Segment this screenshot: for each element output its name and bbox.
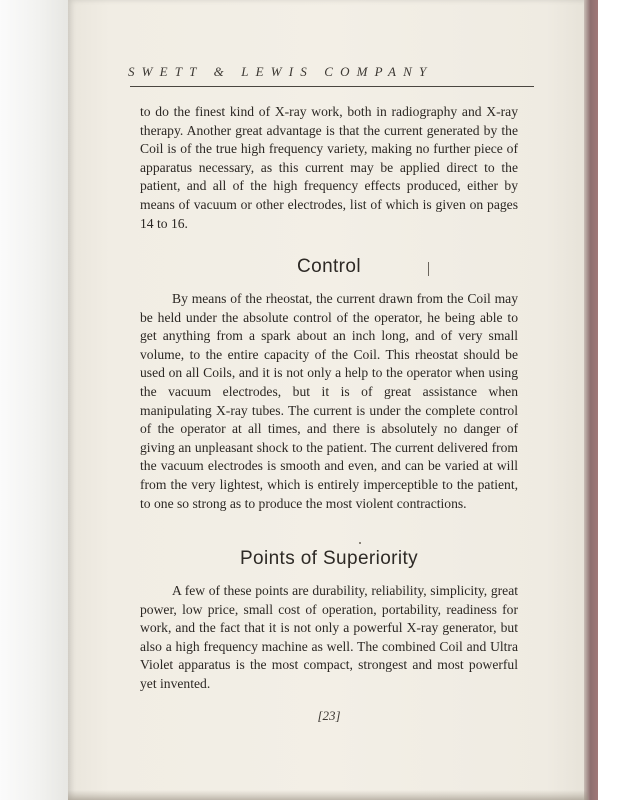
book-cover-edge bbox=[584, 0, 598, 800]
pencil-mark bbox=[428, 262, 429, 276]
scan-left-margin bbox=[0, 0, 70, 800]
superiority-paragraph: A few of these points are durability, reliability, simplicity, great power, low price, small cost of operation, portability, readiness for work, and the fact that it is not only a powerful X-ray generator, but also a high frequency machine as well. The combined Coil and Ultra Violet apparatus is the most compact, strongest and most powerful yet invented. bbox=[140, 583, 518, 691]
intro-paragraph: to do the finest kind of X-ray work, both in radiography and X-ray therapy. Another great advantage is that the current generated by the Coil is of the true high frequency variety, making no further piece of apparatus necessary, as this current may be applied direct to the patient, and all of the high frequency effects produced, either by means of vacuum or other electrodes, list of which is given on pages 14 to 16. bbox=[140, 104, 518, 231]
header-rule bbox=[130, 86, 534, 87]
page-number: [23] bbox=[317, 708, 341, 723]
running-header: SWETT & LEWIS COMPANY bbox=[128, 64, 434, 79]
section-heading-control: Control bbox=[297, 256, 361, 277]
ink-speck bbox=[359, 542, 361, 544]
section-heading-superiority: Points of Superiority bbox=[239, 548, 418, 569]
control-paragraph: By means of the rheostat, the current drawn from the Coil may be held under the absolute control of the operator, he being able to get anything from a spark about an inch long, and of very small volume, to the entire capacity of the Coil. This rheostat should be used on all Coils, and it is not only a help to the operator when using the vacuum electrodes, but it is of great assistance when manipulating X-ray tubes. The current is under the complete control of the operator at all times, and there is absolutely no danger of giving an unpleasant shock to the patient. The current delivered from the vacuum electrodes is smooth and even, and can be varied at will from the very lightest, which is entirely imperceptible to the patient, to one so strong as to produce the most violent contractions. bbox=[140, 291, 518, 511]
page-bottom-shadow bbox=[68, 790, 588, 800]
